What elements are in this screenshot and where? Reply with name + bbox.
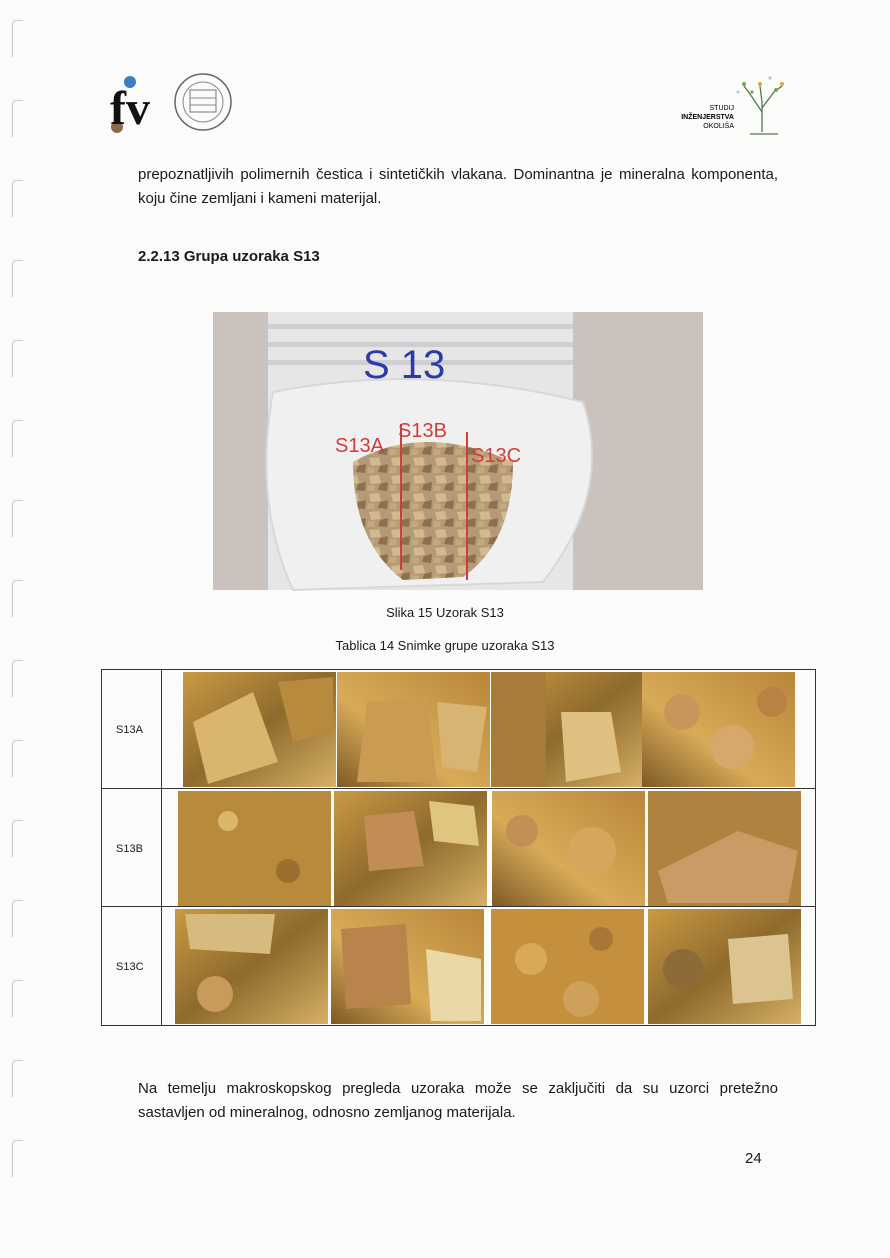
- paragraph-top: prepoznatljivih polimernih čestica i sintetičkih vlakana. Dominantna je mineralna komponenta, koju čine zemljani i kameni materijal.: [138, 166, 778, 207]
- logo-left-text: fv: [110, 82, 150, 135]
- binder-holes: [8, 20, 28, 1240]
- micrograph-thumbnail: [648, 909, 801, 1024]
- sub-label-a: S13A: [335, 435, 384, 457]
- table-row: [102, 906, 815, 1026]
- micrograph-thumbnail: [175, 909, 328, 1024]
- faculty-logo: [108, 72, 238, 136]
- table-row: [102, 670, 815, 789]
- sample-bag-photo: [213, 312, 703, 590]
- micrograph-thumbnail: [491, 672, 644, 787]
- micrograph-thumbnail: [648, 791, 801, 906]
- row-label: S13C: [102, 907, 162, 1026]
- micrograph-thumbnail: [492, 791, 645, 906]
- micrograph-thumbnail: [178, 791, 331, 906]
- logo-right-line-1: STUDIJ: [709, 105, 734, 112]
- micrograph-thumbnail: [183, 672, 336, 787]
- logo-right-line-3: OKOLIŠA: [703, 123, 734, 130]
- section-heading: 2.2.13 Grupa uzoraka S13: [138, 248, 320, 265]
- micrograph-thumbnail: [334, 791, 487, 906]
- page-number: 24: [745, 1150, 762, 1167]
- row-label: S13A: [102, 670, 162, 789]
- figure-caption: Slika 15 Uzorak S13: [386, 605, 504, 620]
- row-label: S13B: [102, 789, 162, 908]
- study-program-logo: [681, 72, 790, 136]
- micrograph-thumbnail: [337, 672, 490, 787]
- sub-label-c: S13C: [471, 445, 522, 467]
- sub-label-b: S13B: [398, 420, 447, 442]
- paragraph-bottom: Na temelju makroskopskog pregleda uzoraka može se zaključiti da su uzorci pretežno sastavljen od mineralnog, odnosno zemljanog materijala.: [138, 1080, 778, 1121]
- table-row: [102, 788, 815, 908]
- logo-right-line-2: INŽENJERSTVA: [681, 114, 734, 121]
- micrograph-thumbnail: [331, 909, 484, 1024]
- micrograph-thumbnail: [642, 672, 795, 787]
- table-caption: Tablica 14 Snimke grupe uzoraka S13: [335, 638, 555, 653]
- bag-label: S 13: [363, 343, 446, 387]
- micrograph-thumbnail: [491, 909, 644, 1024]
- sample-image-table: [101, 669, 816, 1026]
